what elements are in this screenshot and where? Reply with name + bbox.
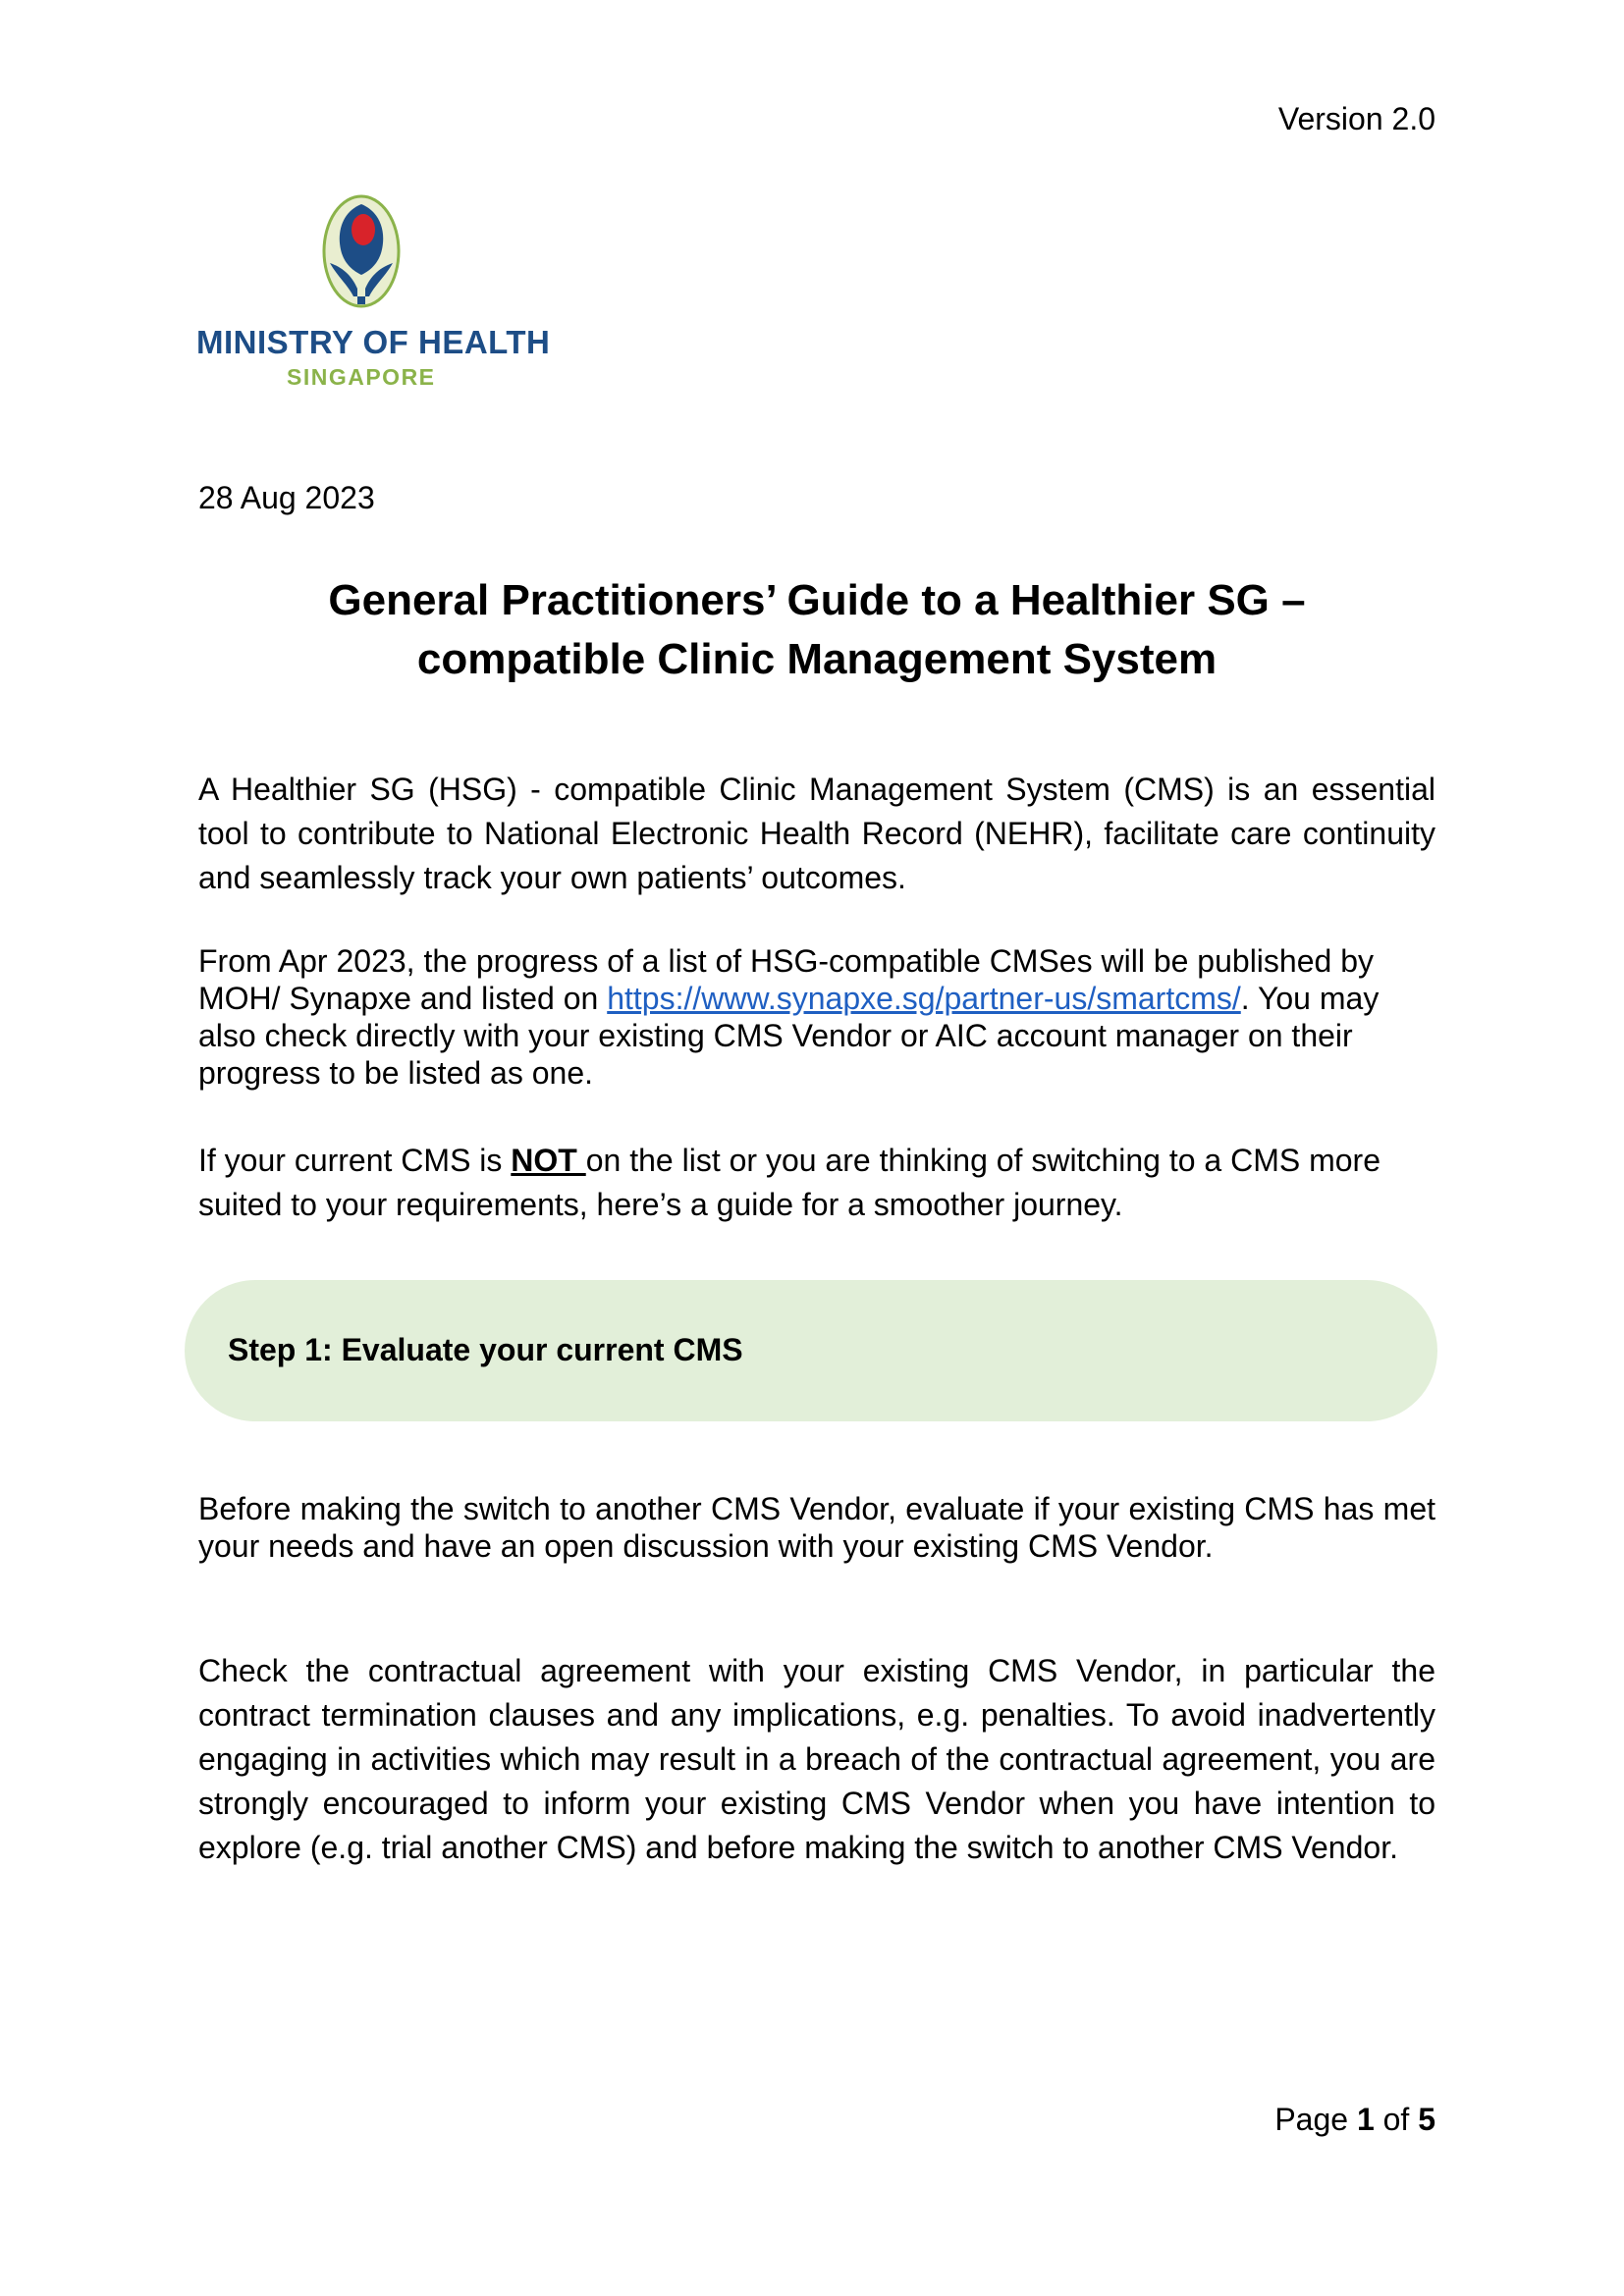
switch-text-before: If your current CMS is	[198, 1143, 512, 1178]
moh-logo	[194, 194, 551, 399]
logo-text-ministry: MINISTRY OF HEALTH	[196, 324, 551, 360]
page-indicator	[1274, 2101, 1435, 2138]
step-1-banner	[185, 1280, 1437, 1421]
progress-text-before: From Apr 2023, the progress of a list of HSG-compatible CMSes will be published by MOH/ Synapxe and listed on	[198, 943, 1374, 1016]
progress-paragraph	[198, 942, 1435, 1092]
of-word: of	[1382, 2102, 1410, 2137]
smartcms-link[interactable]: https://www.synapxe.sg/partner-us/smartcms/	[607, 981, 1241, 1016]
moh-emblem-icon	[194, 194, 528, 322]
intro-paragraph: A Healthier SG (HSG) - compatible Clinic Management System (CMS) is an essential tool to contribute to National Electronic Health Record (NEHR), facilitate care continuity and seamlessly track your own patients’ outcomes.	[198, 772, 1435, 895]
document-title	[198, 571, 1435, 689]
progress-text-after: . You may also check directly with your existing CMS Vendor or AIC account manager on their progress to be listed as one.	[198, 981, 1380, 1091]
evaluate-paragraph: Before making the switch to another CMS Vendor, evaluate if your existing CMS has met your needs and have an open discussion with your existing CMS Vendor.	[198, 1491, 1435, 1564]
document-date: 28 Aug 2023	[198, 480, 375, 515]
step-1-label: Step 1: Evaluate your current CMS	[228, 1332, 743, 1367]
contract-paragraph: Check the contractual agreement with your existing CMS Vendor, in particular the contract termination clauses and any implications, e.g. penalties. To avoid inadvertently engaging in activities which may result in a breach of the contractual agreement, you are strongly encouraged to inform your existing CMS Vendor when you have intention to explore (e.g. trial another CMS) and before making the switch to another CMS Vendor.	[198, 1653, 1435, 1865]
not-emphasis: NOT	[511, 1143, 586, 1178]
title-line-2: compatible Clinic Management System	[416, 635, 1218, 683]
switch-text-after: on the list or you are thinking of switching to a CMS more suited to your requirements, here’s a guide for a smoother journey.	[198, 1143, 1380, 1222]
page-total: 5	[1418, 2102, 1435, 2137]
page-number: 1	[1356, 2102, 1375, 2137]
logo-text-singapore: SINGAPORE	[287, 364, 436, 390]
switch-paragraph	[198, 1139, 1435, 1227]
title-line-1: General Practitioners’ Guide to a Healthier SG –	[328, 576, 1306, 624]
page-word: Page	[1274, 2102, 1349, 2137]
version-label: Version 2.0	[1277, 101, 1435, 136]
